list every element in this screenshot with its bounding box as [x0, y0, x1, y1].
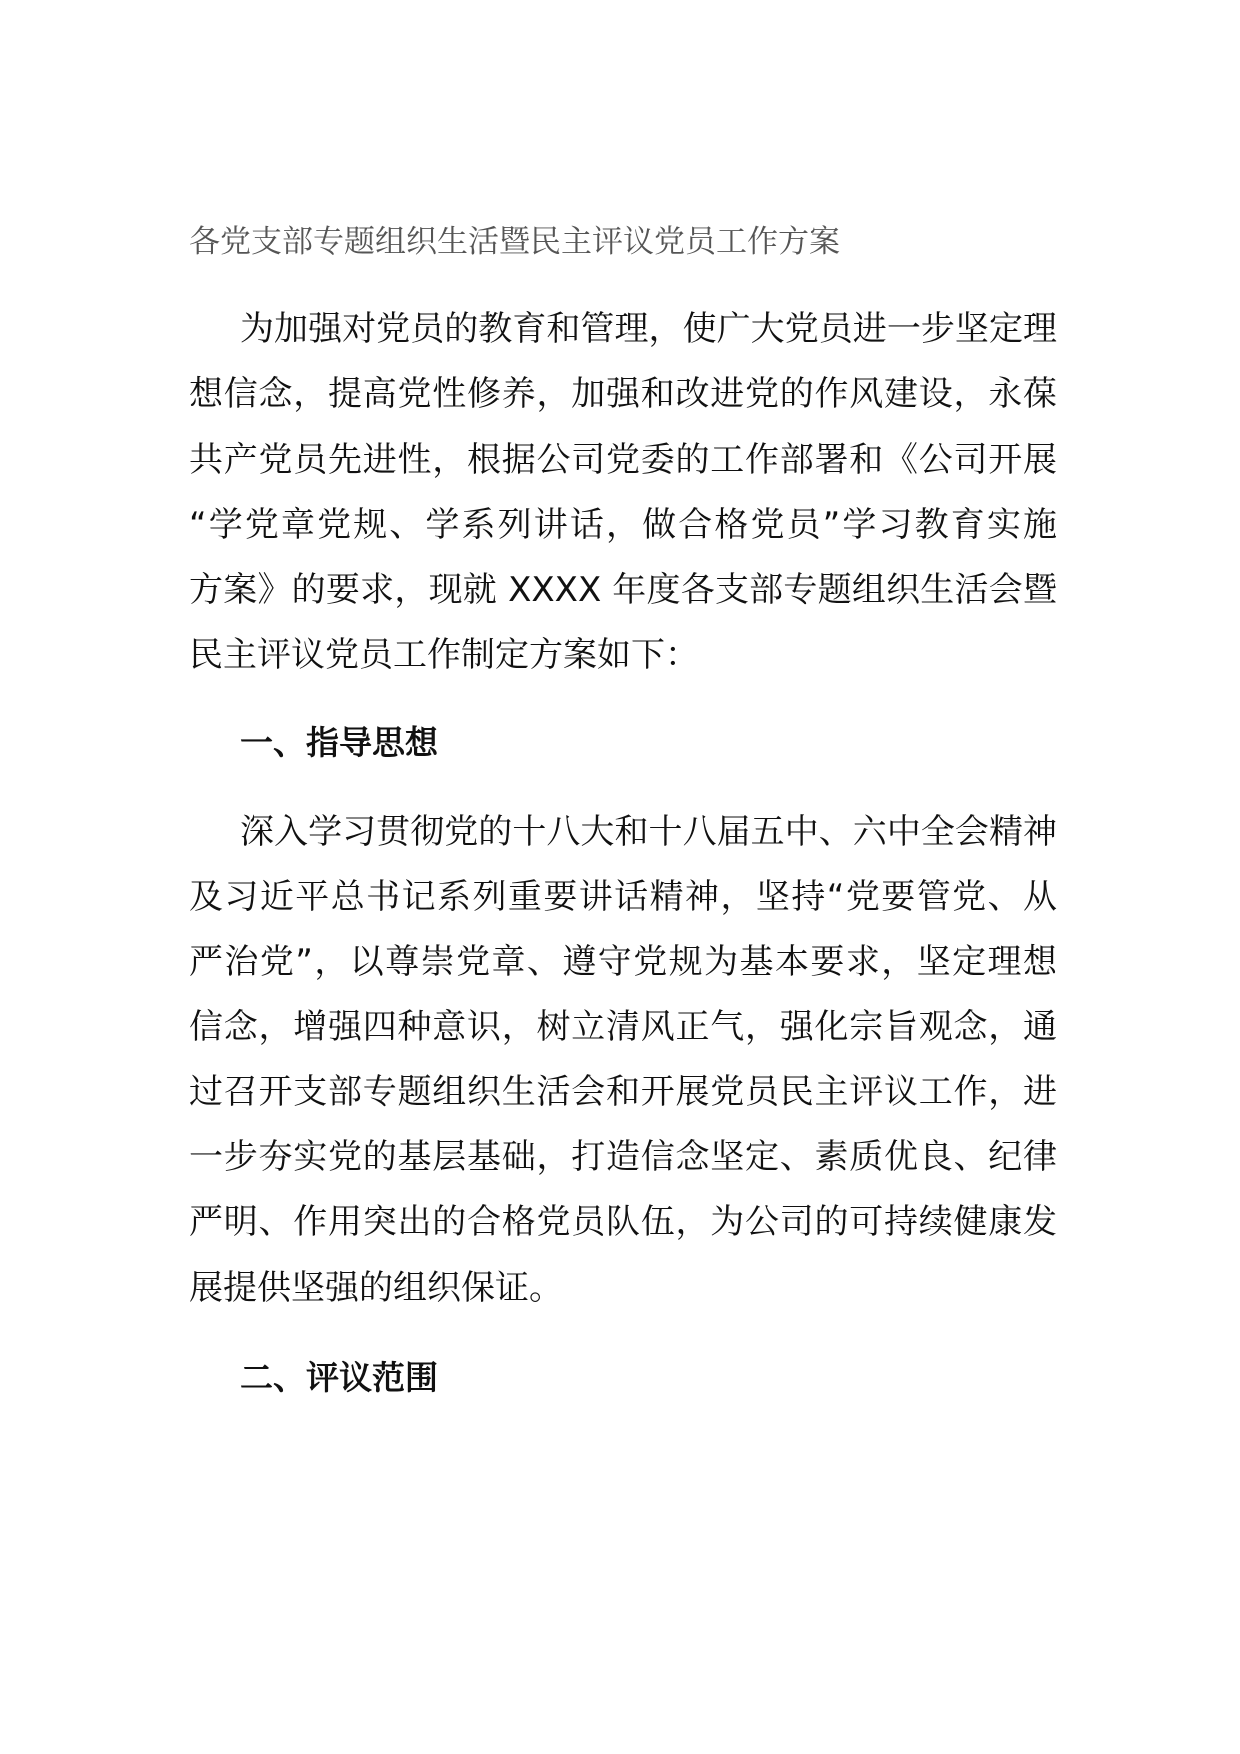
paragraph-line: 一步夯实党的基层基础，打造信念坚定、素质优良、纪律	[189, 1137, 1057, 1177]
paragraph-line: 共产党员先进性，根据公司党委的工作部署和《公司开展	[189, 440, 1057, 480]
section-heading: 二、评议范围	[240, 1358, 438, 1397]
section-heading: 一、指导思想	[240, 723, 438, 762]
paragraph-line: 严明、作用突出的合格党员队伍，为公司的可持续健康发	[189, 1202, 1057, 1242]
paragraph-line: 展提供坚强的组织保证。	[189, 1268, 563, 1308]
paragraph-line: 严治党”，以尊崇党章、遵守党规为基本要求，坚定理想	[189, 942, 1057, 982]
paragraph-line: 深入学习贯彻党的十八大和十八届五中、六中全会精神	[240, 812, 1057, 852]
paragraph-line: 民主评议党员工作制定方案如下：	[189, 635, 699, 675]
paragraph-line: 为加强对党员的教育和管理，使广大党员进一步坚定理	[240, 309, 1057, 349]
paragraph-line: 过召开支部专题组织生活会和开展党员民主评议工作，进	[189, 1072, 1057, 1112]
paragraph-line: 及习近平总书记系列重要讲话精神，坚持“党要管党、从	[189, 877, 1057, 917]
paragraph-line: 方案》的要求，现就 XXXX 年度各支部专题组织生活会暨	[189, 570, 1057, 610]
paragraph-line: “学党章党规、学系列讲话，做合格党员”学习教育实施	[189, 505, 1057, 545]
paragraph-line: 想信念，提高党性修养，加强和改进党的作风建设，永葆	[189, 374, 1057, 414]
paragraph-line: 信念，增强四种意识，树立清风正气，强化宗旨观念，通	[189, 1007, 1057, 1047]
document-title: 各党支部专题组织生活暨民主评议党员工作方案	[189, 224, 840, 260]
